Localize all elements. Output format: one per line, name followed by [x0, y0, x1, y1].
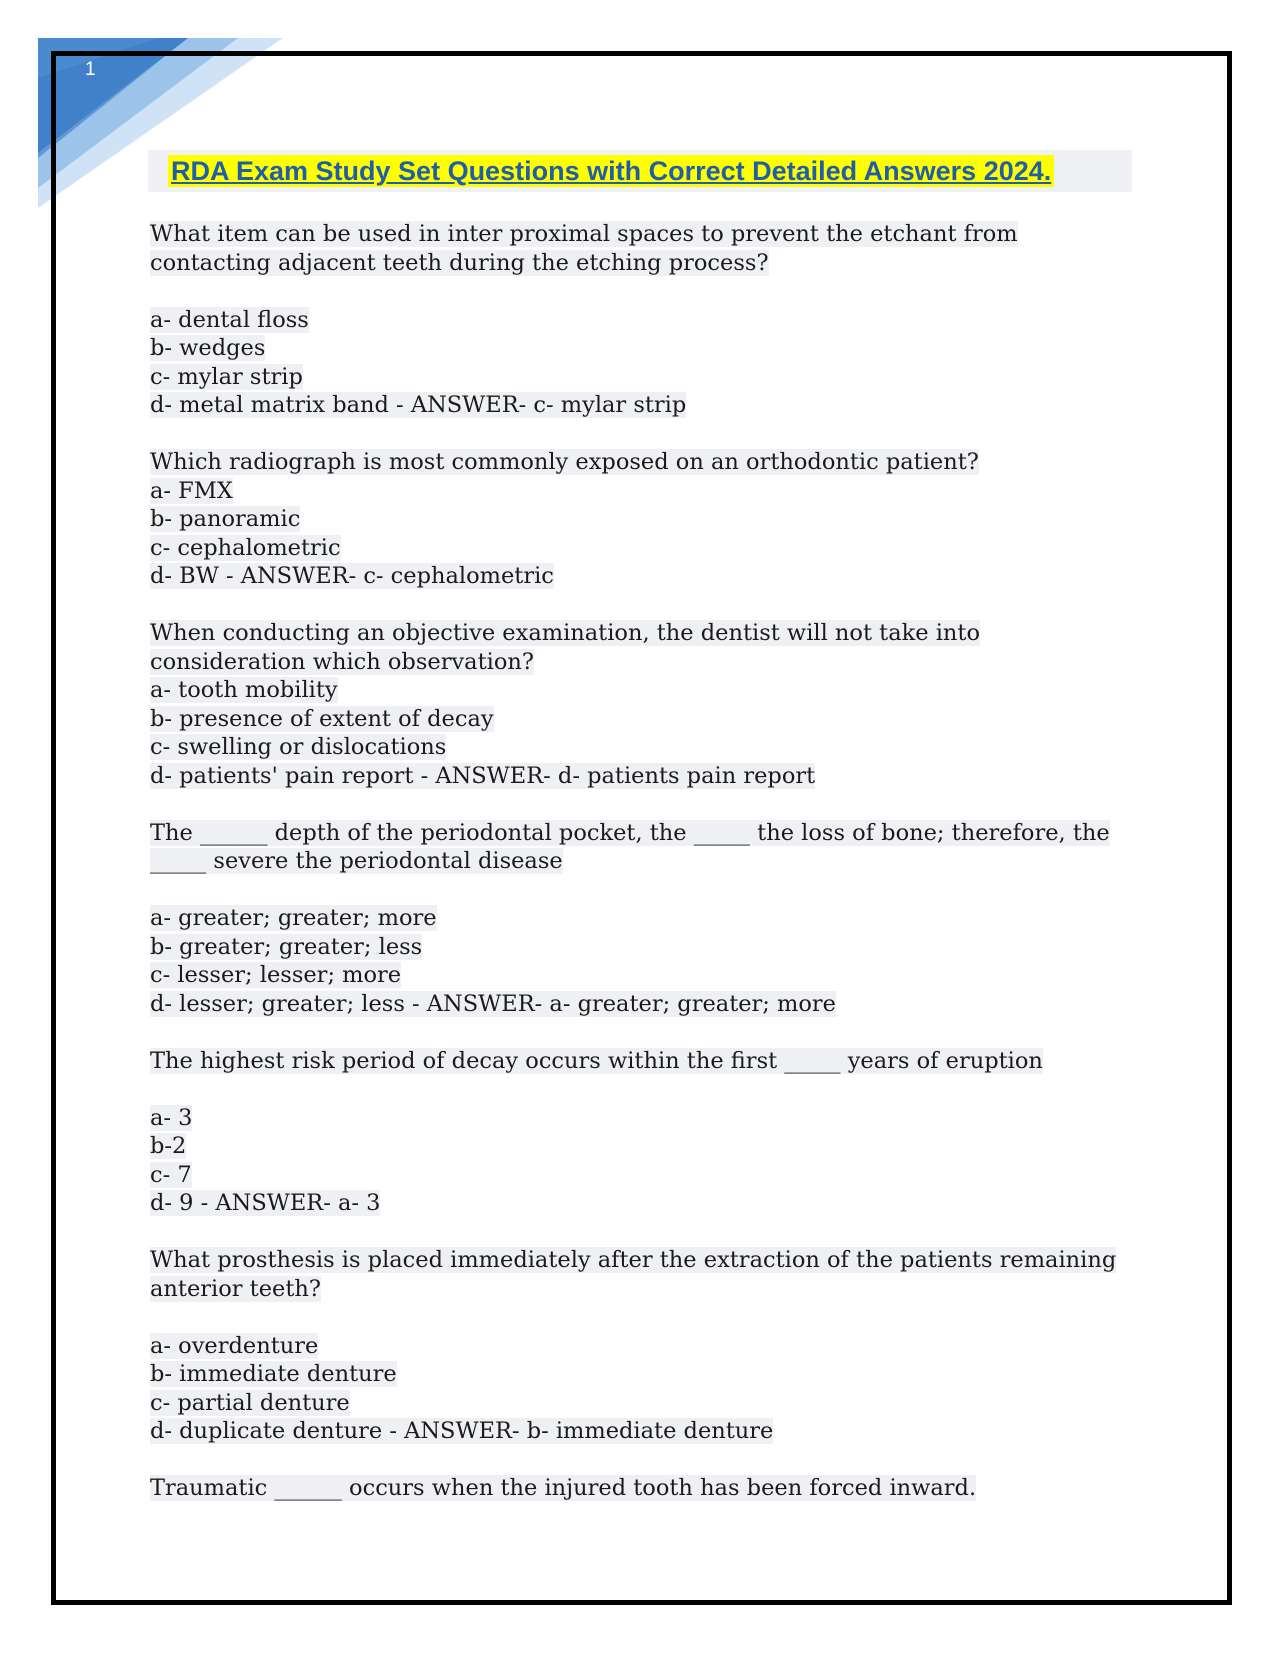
- answer-option-text: c- cephalometric: [150, 534, 341, 561]
- question-block: [150, 448, 1130, 591]
- question-stem: [150, 448, 1130, 477]
- answer-option-text: d- BW - ANSWER- c- cephalometric: [150, 563, 554, 589]
- question-stem: [150, 1474, 1130, 1503]
- answer-option: [150, 334, 1130, 363]
- answer-option-text: d- patients' pain report - ANSWER- d- patients pain report: [150, 762, 816, 789]
- title-banner: [148, 150, 1132, 192]
- answer-option-text: b- panoramic: [150, 506, 301, 532]
- page-number: 1: [85, 59, 96, 80]
- answer-option: [150, 961, 1130, 990]
- answer-option-text: d- lesser; greater; less - ANSWER- a- greater; greater; more: [150, 990, 836, 1017]
- answer-option-text: c- swelling or dislocations: [150, 734, 447, 760]
- answer-option-text: a- overdenture: [150, 1332, 319, 1359]
- question-stem-text: What prosthesis is placed immediately after the extraction of the patients remaining anterior teeth?: [150, 1247, 1117, 1302]
- answer-option-text: d- metal matrix band - ANSWER- c- mylar strip: [150, 392, 687, 418]
- question-stem: [150, 1246, 1130, 1303]
- answer-option-text: b- wedges: [150, 335, 266, 361]
- answer-option-text: c- lesser; lesser; more: [150, 962, 402, 988]
- question-stem-text: Which radiograph is most commonly exposed on an orthodontic patient?: [150, 449, 979, 475]
- answer-option: [150, 1104, 1130, 1133]
- answer-option: [150, 306, 1130, 335]
- answer-option: [150, 1189, 1130, 1218]
- answer-option: [150, 505, 1130, 534]
- answer-option: [150, 676, 1130, 705]
- answer-option-text: b-2: [150, 1133, 187, 1159]
- answer-option: [150, 904, 1130, 933]
- answer-option: [150, 990, 1130, 1019]
- question-stem-text: Traumatic ______ occurs when the injured tooth has been forced inward.: [150, 1475, 977, 1501]
- question-block: [150, 819, 1130, 1019]
- question-stem-text: When conducting an objective examination, the dentist will not take into consideration which observation?: [150, 620, 980, 675]
- answer-option-text: c- 7: [150, 1161, 192, 1188]
- question-list: [150, 220, 1130, 1531]
- question-stem: [150, 819, 1130, 876]
- answer-option: [150, 705, 1130, 734]
- answer-option: [150, 733, 1130, 762]
- answer-option-text: b- presence of extent of decay: [150, 705, 494, 732]
- answer-option-text: c- mylar strip: [150, 363, 303, 390]
- answer-option: [150, 1389, 1130, 1418]
- answer-option-text: d- 9 - ANSWER- a- 3: [150, 1190, 381, 1216]
- question-block: [150, 220, 1130, 420]
- answer-option: [150, 477, 1130, 506]
- question-stem-text: The ______ depth of the periodontal pocket, the _____ the loss of bone; therefore, the _____ severe the periodontal disease: [150, 819, 1110, 874]
- question-stem-text: What item can be used in inter proximal spaces to prevent the etchant from contacting adjacent teeth during the etching process?: [150, 221, 1018, 276]
- question-stem: [150, 220, 1130, 277]
- answer-option: [150, 363, 1130, 392]
- answer-option-text: a- dental floss: [150, 306, 309, 333]
- spacer: [150, 1075, 1130, 1104]
- answer-option: [150, 762, 1130, 791]
- spacer: [150, 876, 1130, 905]
- question-block: [150, 1047, 1130, 1218]
- answer-option-text: a- tooth mobility: [150, 677, 338, 703]
- question-stem: [150, 619, 1130, 676]
- question-block: [150, 1246, 1130, 1446]
- document-title: RDA Exam Study Set Questions with Correct Detailed Answers 2024.: [168, 155, 1054, 187]
- answer-option-text: a- FMX: [150, 477, 233, 504]
- answer-option: [150, 1360, 1130, 1389]
- answer-option-text: b- immediate denture: [150, 1361, 397, 1387]
- question-stem: [150, 1047, 1130, 1076]
- question-block: [150, 1474, 1130, 1503]
- answer-option: [150, 562, 1130, 591]
- answer-option-text: c- partial denture: [150, 1389, 350, 1416]
- spacer: [150, 1303, 1130, 1332]
- answer-option: [150, 933, 1130, 962]
- spacer: [150, 277, 1130, 306]
- answer-option-text: b- greater; greater; less: [150, 933, 423, 960]
- answer-option: [150, 1132, 1130, 1161]
- question-stem-text: The highest risk period of decay occurs within the first _____ years of eruption: [150, 1047, 1043, 1074]
- answer-option: [150, 1417, 1130, 1446]
- answer-option: [150, 391, 1130, 420]
- answer-option-text: d- duplicate denture - ANSWER- b- immediate denture: [150, 1418, 774, 1444]
- answer-option-text: a- greater; greater; more: [150, 905, 437, 931]
- answer-option-text: a- 3: [150, 1104, 193, 1131]
- question-block: [150, 619, 1130, 790]
- answer-option: [150, 534, 1130, 563]
- answer-option: [150, 1332, 1130, 1361]
- answer-option: [150, 1161, 1130, 1190]
